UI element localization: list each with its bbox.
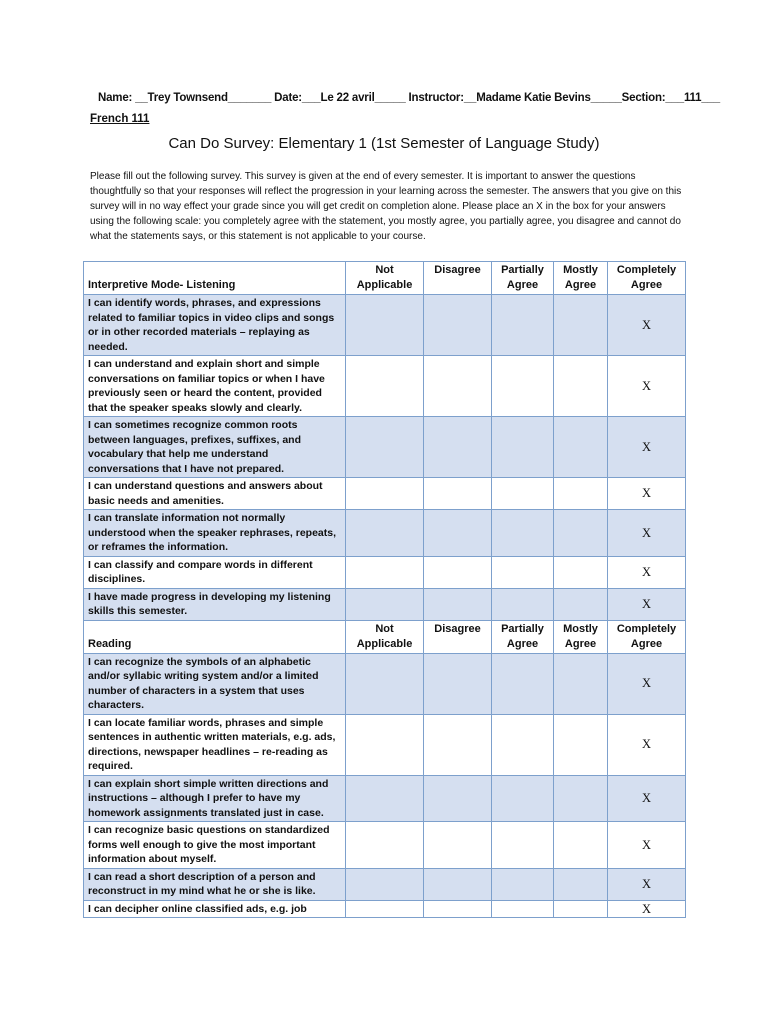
mostly-agree-cell[interactable] xyxy=(554,822,608,869)
mostly-agree-cell[interactable] xyxy=(554,356,608,417)
completely-agree-cell[interactable]: X xyxy=(608,556,686,588)
completely-agree-cell[interactable]: X xyxy=(608,653,686,714)
statement: I can understand and explain short and simple conversations on familiar topics or when I have previously seen or heard the content, provided that the speaker speaks slowly and clearly. xyxy=(84,356,346,417)
statement: I can recognize basic questions on standardized forms well enough to give the most important information about myself. xyxy=(84,822,346,869)
survey-row xyxy=(84,510,686,557)
col-header-mostly-agree: Mostly Agree xyxy=(554,262,608,295)
completely-agree-cell[interactable]: X xyxy=(608,510,686,557)
disagree-cell[interactable] xyxy=(424,295,492,356)
partially-agree-cell[interactable] xyxy=(492,417,554,478)
mostly-agree-cell[interactable] xyxy=(554,510,608,557)
disagree-cell[interactable] xyxy=(424,900,492,918)
disagree-cell[interactable] xyxy=(424,356,492,417)
survey-row xyxy=(84,478,686,510)
mostly-agree-cell[interactable] xyxy=(554,295,608,356)
section-header-row xyxy=(84,620,686,653)
partially-agree-cell[interactable] xyxy=(492,588,554,620)
statement: I have made progress in developing my listening skills this semester. xyxy=(84,588,346,620)
not-applicable-cell[interactable] xyxy=(346,295,424,356)
survey-table xyxy=(83,261,686,918)
mostly-agree-cell[interactable] xyxy=(554,775,608,822)
not-applicable-cell[interactable] xyxy=(346,588,424,620)
survey-row xyxy=(84,775,686,822)
completely-agree-cell[interactable]: X xyxy=(608,775,686,822)
mostly-agree-cell[interactable] xyxy=(554,868,608,900)
partially-agree-cell[interactable] xyxy=(492,775,554,822)
survey-row xyxy=(84,295,686,356)
student-info-line: Name: __Trey Townsend_______ Date:___Le 22 avril_____ Instructor:__Madame Katie Bevins_____Section:___111___ xyxy=(98,92,720,104)
not-applicable-cell[interactable] xyxy=(346,556,424,588)
completely-agree-cell[interactable]: X xyxy=(608,356,686,417)
mostly-agree-cell[interactable] xyxy=(554,478,608,510)
partially-agree-cell[interactable] xyxy=(492,714,554,775)
disagree-cell[interactable] xyxy=(424,588,492,620)
completely-agree-cell[interactable]: X xyxy=(608,588,686,620)
not-applicable-cell[interactable] xyxy=(346,900,424,918)
mostly-agree-cell[interactable] xyxy=(554,556,608,588)
survey-row xyxy=(84,417,686,478)
mostly-agree-cell[interactable] xyxy=(554,588,608,620)
survey-row xyxy=(84,822,686,869)
section-title-reading: Reading xyxy=(84,620,346,653)
completely-agree-cell[interactable]: X xyxy=(608,478,686,510)
disagree-cell[interactable] xyxy=(424,478,492,510)
col-header-disagree: Disagree xyxy=(424,620,492,653)
disagree-cell[interactable] xyxy=(424,510,492,557)
col-header-disagree: Disagree xyxy=(424,262,492,295)
not-applicable-cell[interactable] xyxy=(346,478,424,510)
statement: I can understand questions and answers about basic needs and amenities. xyxy=(84,478,346,510)
mostly-agree-cell[interactable] xyxy=(554,900,608,918)
col-header-completely-agree: Completely Agree xyxy=(608,620,686,653)
section-title-listening: Interpretive Mode- Listening xyxy=(84,262,346,295)
col-header-not-applicable: Not Applicable xyxy=(346,620,424,653)
col-header-completely-agree: Completely Agree xyxy=(608,262,686,295)
not-applicable-cell[interactable] xyxy=(346,868,424,900)
partially-agree-cell[interactable] xyxy=(492,510,554,557)
survey-instructions: Please fill out the following survey. This survey is given at the end of every semester. It is important to answer the questions thoughtfully so that your responses will reflect the progression in your learning across the semester. The answers that you give on this survey will in no way effect your grade since you will get credit on completion alone. Please place an X in the box for your answers using the following scale: you completely agree with the statement, you mostly agree, you partially agree, you disagree and cannot do what the statements says, or this statement is not applicable to your course. xyxy=(90,171,682,242)
survey-title: Can Do Survey: Elementary 1 (1st Semester of Language Study) xyxy=(168,135,600,152)
disagree-cell[interactable] xyxy=(424,714,492,775)
partially-agree-cell[interactable] xyxy=(492,295,554,356)
not-applicable-cell[interactable] xyxy=(346,714,424,775)
statement: I can recognize the symbols of an alphabetic and/or syllabic writing system and/or a limited number of characters in a system that uses characters. xyxy=(84,653,346,714)
mostly-agree-cell[interactable] xyxy=(554,653,608,714)
not-applicable-cell[interactable] xyxy=(346,775,424,822)
not-applicable-cell[interactable] xyxy=(346,822,424,869)
col-header-partially-agree: Partially Agree xyxy=(492,620,554,653)
disagree-cell[interactable] xyxy=(424,556,492,588)
disagree-cell[interactable] xyxy=(424,653,492,714)
statement: I can locate familiar words, phrases and simple sentences in authentic written materials, e.g. ads, directions, newspaper headlines – re-reading as required. xyxy=(84,714,346,775)
partially-agree-cell[interactable] xyxy=(492,868,554,900)
col-header-partially-agree: Partially Agree xyxy=(492,262,554,295)
completely-agree-cell[interactable]: X xyxy=(608,417,686,478)
statement: I can identify words, phrases, and expressions related to familiar topics in video clips and songs or in other recorded materials – replaying as needed. xyxy=(84,295,346,356)
section-header-row xyxy=(84,262,686,295)
col-header-not-applicable: Not Applicable xyxy=(346,262,424,295)
mostly-agree-cell[interactable] xyxy=(554,714,608,775)
survey-row xyxy=(84,356,686,417)
partially-agree-cell[interactable] xyxy=(492,478,554,510)
survey-row xyxy=(84,868,686,900)
completely-agree-cell[interactable]: X xyxy=(608,900,686,918)
disagree-cell[interactable] xyxy=(424,822,492,869)
disagree-cell[interactable] xyxy=(424,868,492,900)
survey-row xyxy=(84,653,686,714)
completely-agree-cell[interactable]: X xyxy=(608,714,686,775)
survey-row xyxy=(84,556,686,588)
mostly-agree-cell[interactable] xyxy=(554,417,608,478)
statement: I can explain short simple written directions and instructions – although I prefer to have my homework assignments translated just in case. xyxy=(84,775,346,822)
disagree-cell[interactable] xyxy=(424,417,492,478)
survey-row xyxy=(84,588,686,620)
statement: I can sometimes recognize common roots between languages, prefixes, suffixes, and vocabulary that help me understand conversations that I have not prepared. xyxy=(84,417,346,478)
statement: I can classify and compare words in different disciplines. xyxy=(84,556,346,588)
completely-agree-cell[interactable]: X xyxy=(608,822,686,869)
partially-agree-cell[interactable] xyxy=(492,356,554,417)
statement: I can translate information not normally understood when the speaker rephrases, repeats, or reframes the information. xyxy=(84,510,346,557)
statement: I can decipher online classified ads, e.g. job xyxy=(84,900,346,918)
course-name: French 111 xyxy=(90,113,150,125)
survey-row xyxy=(84,714,686,775)
statement: I can read a short description of a person and reconstruct in my mind what he or she is like. xyxy=(84,868,346,900)
survey-row xyxy=(84,900,686,918)
partially-agree-cell[interactable] xyxy=(492,556,554,588)
not-applicable-cell[interactable] xyxy=(346,356,424,417)
not-applicable-cell[interactable] xyxy=(346,510,424,557)
col-header-mostly-agree: Mostly Agree xyxy=(554,620,608,653)
completely-agree-cell[interactable]: X xyxy=(608,295,686,356)
disagree-cell[interactable] xyxy=(424,775,492,822)
completely-agree-cell[interactable]: X xyxy=(608,868,686,900)
partially-agree-cell[interactable] xyxy=(492,822,554,869)
not-applicable-cell[interactable] xyxy=(346,653,424,714)
partially-agree-cell[interactable] xyxy=(492,900,554,918)
not-applicable-cell[interactable] xyxy=(346,417,424,478)
partially-agree-cell[interactable] xyxy=(492,653,554,714)
